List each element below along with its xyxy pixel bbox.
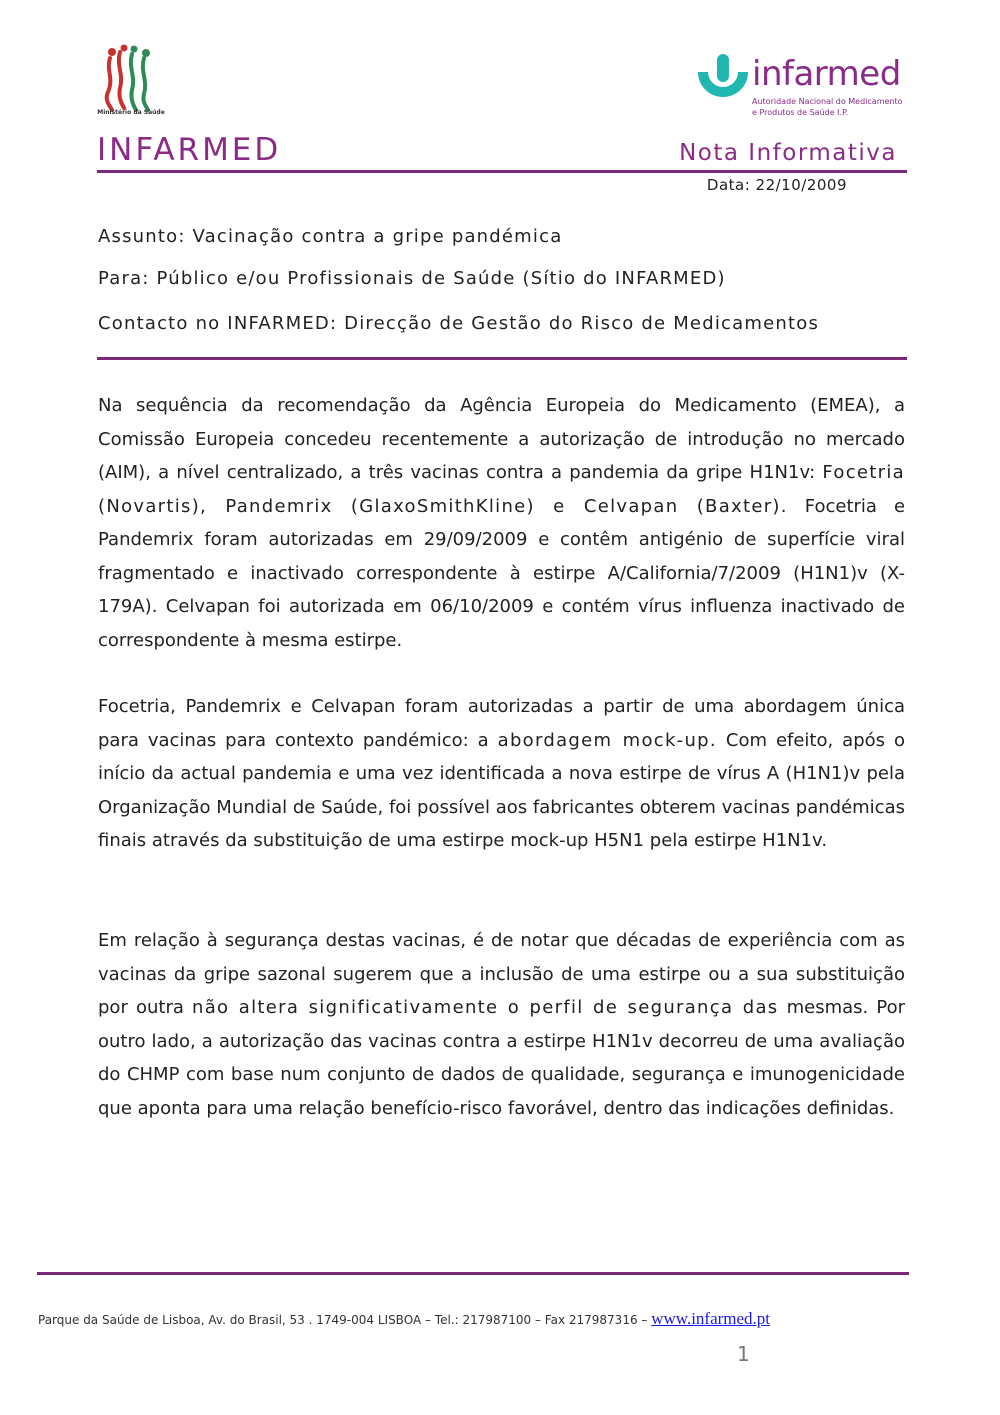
website-link[interactable]: www.infarmed.pt	[651, 1309, 771, 1328]
contact-line: Contacto no INFARMED: Direcção de Gestão do Risco de Medicamentos	[98, 313, 820, 334]
meta-divider	[97, 357, 907, 360]
paragraph-2-part-c: Com efeito, após o início da actual pandemia e uma vez identificada a nova estirpe de vírus A (H1N1)v pela Organização Mundial de Saúde, foi possível aos fabricantes obterem vacinas pandémicas finais através da substituição de uma estirpe mock-up H5N1 pela estirpe H1N1v.	[98, 729, 905, 851]
footer-divider	[37, 1272, 909, 1275]
paragraph-1	[98, 389, 905, 657]
paragraph-2-part-a: Focetria, Pandemrix e Celvapan foram autorizadas a partir de uma abordagem única para vacinas para contexto pandémico: a	[98, 696, 905, 751]
audience-line: Para: Público e/ou Profissionais de Saúde (Sítio do INFARMED)	[98, 268, 726, 289]
paragraph-3-part-a: Em relação à segurança destas vacinas, é de notar que décadas de experiência com as vacinas da gripe sazonal sugerem que a inclusão de uma estirpe ou a sua substituição por outra	[98, 930, 905, 1018]
infarmed-logo-subtitle	[752, 96, 912, 118]
paragraph-2-mockup: abordagem mock-up.	[497, 729, 717, 751]
document-type: Nota Informativa	[679, 140, 897, 166]
paragraph-1-part-a: Na sequência da recomendação da Agência Europeia do Medicamento (EMEA), a Comissão Europeia concedeu recentemente a autorização de introdução no mercado (AIM), a nível centralizado, a três vacinas contra a pandemia da gripe H1N1v:	[98, 395, 905, 483]
infarmed-logo-word: infarmed	[752, 54, 901, 94]
logo-subtitle-line-2: e Produtos de Saúde I.P.	[752, 108, 849, 117]
paragraph-3	[98, 924, 905, 1125]
header-divider	[97, 170, 907, 173]
paragraph-3-part-c: mesmas. Por outro lado, a autorização das vacinas contra a estirpe H1N1v decorreu de uma avaliação do CHMP com base num conjunto de dados de qualidade, segurança e imunogenicidade que aponta para uma relação benefício-risco favorável, dentro das indicações definidas.	[98, 997, 905, 1119]
footer-address	[38, 1309, 770, 1329]
paragraph-1-vaccines: Focetria (Novartis), Pandemrix (GlaxoSmithKline) e Celvapan (Baxter).	[98, 462, 905, 517]
infarmed-logo-mark	[697, 52, 749, 104]
ministry-caption: Ministério da Saúde	[97, 109, 165, 116]
logo-subtitle-line-1: Autoridade Nacional do Medicamento	[752, 97, 903, 106]
paragraph-3-emphasis: não altera significativamente o perfil de segurança das	[192, 997, 779, 1018]
paragraph-1-part-c: Focetria e Pandemrix foram autorizadas em 29/09/2009 e contêm antigénio de superfície viral fragmentado e inactivado correspondente à estirpe A/California/7/2009 (H1N1)v (X-179A). Celvapan foi autorizada em 06/10/2009 e contém vírus influenza inactivado de correspondente à mesma estirpe.	[98, 495, 906, 651]
subject-line: Assunto: Vacinação contra a gripe pandémica	[98, 226, 563, 247]
document-date: Data: 22/10/2009	[706, 176, 847, 194]
page-number: 1	[737, 1342, 750, 1366]
paragraph-2	[98, 690, 905, 858]
brand-title: INFARMED	[97, 132, 282, 168]
footer-address-text: Parque da Saúde de Lisboa, Av. do Brasil, 53 . 1749-004 LISBOA – Tel.: 217987100 – Fax 217987316 –	[38, 1313, 652, 1327]
